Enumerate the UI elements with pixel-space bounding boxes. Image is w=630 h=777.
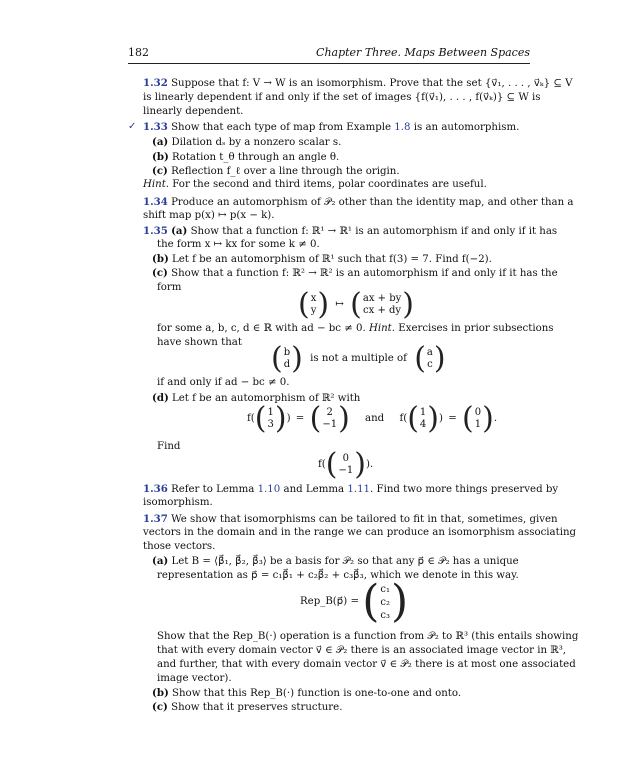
exercise-1-33-a: (a) Dilation dₛ by a nonzero scalar s. bbox=[152, 136, 342, 148]
exercise-1-37-line1: 1.37 We show that isomorphisms can be tailored to fit in that, sometimes, given bbox=[143, 513, 558, 525]
output-vector: ( ax + by cx + dy ) bbox=[350, 287, 414, 322]
exercise-number: 1.37 bbox=[143, 513, 168, 525]
exercise-1-35-c-line4: have shown that bbox=[157, 337, 242, 348]
exercise-1-35-c-line3: for some a, b, c, d ∈ ℝ with ad − bc ≠ 0. Hint. Exercises in prior subsections bbox=[157, 323, 554, 334]
exercise-1-37-a-line6: image vector). bbox=[157, 673, 232, 684]
exercise-1-35-a-line2: the form x ↦ kx for some k ≠ 0. bbox=[157, 239, 320, 250]
exercise-1-35-c-line1: (c) Show that a function f: ℝ² → ℝ² is an automorphism if and only if it has the bbox=[152, 267, 558, 279]
not-multiple-display: ( b d ) is not a multiple of ( a c ) bbox=[271, 341, 446, 376]
exercise-1-33-b: (b) Rotation t_θ through an angle θ. bbox=[152, 151, 340, 163]
exercise-1-35-c-line2: form bbox=[157, 282, 182, 293]
exercise-1-37-a-line4: that with every domain vector v⃗ ∈ 𝒫₂ there is an associated image vector in ℝ³, bbox=[157, 645, 567, 656]
rep-display: Rep_B(p⃗) = ( c₁ c₂ c₃ ) bbox=[300, 576, 409, 627]
lemma-ref-link[interactable]: 1.11 bbox=[347, 484, 371, 495]
exercise-1-37-b: (b) Show that this Rep_B(·) function is one-to-one and onto. bbox=[152, 687, 462, 699]
lemma-ref-link[interactable]: 1.10 bbox=[257, 484, 281, 495]
exercise-1-37-line3: those vectors. bbox=[143, 541, 216, 552]
exercise-1-35-c-line5: if and only if ad − bc ≠ 0. bbox=[157, 377, 290, 388]
exercise-1-34-line1: 1.34 Produce an automorphism of 𝒫₂ other than the identity map, and other than a bbox=[143, 196, 574, 208]
exercise-1-37-line2: vectors in the domain and in the range we can produce an isomorphism associating bbox=[143, 527, 577, 538]
exercise-1-33-hint: Hint. For the second and third items, polar coordinates are useful. bbox=[143, 179, 487, 190]
input-vector: ( x y ) bbox=[298, 287, 330, 322]
example-ref-link[interactable]: 1.8 bbox=[394, 122, 411, 133]
exercise-number: 1.35 bbox=[143, 225, 168, 237]
exercise-1-32-line1: 1.32 Suppose that f: V → W is an isomorphism. Prove that the set {v⃗₁, . . . , v⃗ₖ} ⊆ V bbox=[143, 77, 573, 89]
map-display: ( x y ) ↦ ( ax + by cx + dy ) bbox=[298, 287, 414, 322]
exercise-1-37-a-line1: (a) Let B = ⟨β⃗₁, β⃗₂, β⃗₃⟩ be a basis for 𝒫₂ so that any p⃗ ∈ 𝒫₂ has a unique bbox=[152, 555, 519, 567]
exercise-1-34-line2: shift map p(x) ↦ p(x − k). bbox=[143, 210, 275, 221]
exercise-1-36-line2: isomorphism. bbox=[143, 497, 213, 508]
page-number: 182 bbox=[128, 46, 149, 59]
exercise-1-35-b: (b) Let f be an automorphism of ℝ¹ such that f(3) = 7. Find f(−2). bbox=[152, 253, 492, 265]
exercise-number: 1.33 bbox=[143, 121, 168, 133]
exercise-1-37-a-line5: and further, that with every domain vector v⃗ ∈ 𝒫₂ there is at most one associated bbox=[157, 659, 576, 670]
chapter-title: Chapter Three. Maps Between Spaces bbox=[316, 46, 530, 59]
header-rule bbox=[128, 63, 530, 64]
check-mark-icon: ✓ bbox=[128, 121, 137, 132]
find-label: Find bbox=[157, 441, 181, 452]
exercise-number: 1.36 bbox=[143, 483, 168, 495]
find-display: f( ( 0 −1 ) ). bbox=[318, 447, 374, 482]
exercise-1-33-c: (c) Reflection f_ℓ over a line through the origin. bbox=[152, 165, 400, 177]
exercise-1-36-line1: 1.36 Refer to Lemma 1.10 and Lemma 1.11. Find two more things preserved by bbox=[143, 483, 559, 495]
f-values-display: f( ( 1 3 ) ) = ( 2 −1 ) and f( ( 1 4 ) ) = ( 0 1 ) . bbox=[247, 401, 498, 436]
exercise-1-32-line2: is linearly dependent if and only if the set of images {f(v⃗₁), . . . , f(v⃗ₖ)} ⊆ W is bbox=[143, 92, 541, 103]
exercise-1-32-line3: linearly dependent. bbox=[143, 106, 244, 117]
exercise-number: 1.32 bbox=[143, 77, 168, 89]
exercise-1-33-line1: 1.33 Show that each type of map from Example 1.8 is an automorphism. bbox=[143, 121, 520, 133]
exercise-1-37-a-line2: representation as p⃗ = c₁β⃗₁ + c₂β⃗₂ + c₃β⃗₃, which we denote in this way. bbox=[157, 570, 519, 581]
exercise-1-35-a-line1: 1.35 (a) Show that a function f: ℝ¹ → ℝ¹ is an automorphism if and only if it has bbox=[143, 225, 558, 237]
exercise-1-37-c: (c) Show that it preserves structure. bbox=[152, 701, 343, 713]
exercise-1-35-d: (d) Let f be an automorphism of ℝ² with bbox=[152, 392, 361, 404]
exercise-number: 1.34 bbox=[143, 196, 168, 208]
exercise-1-37-a-line3: Show that the Rep_B(·) operation is a function from 𝒫₂ to ℝ³ (this entails showing bbox=[157, 631, 579, 642]
